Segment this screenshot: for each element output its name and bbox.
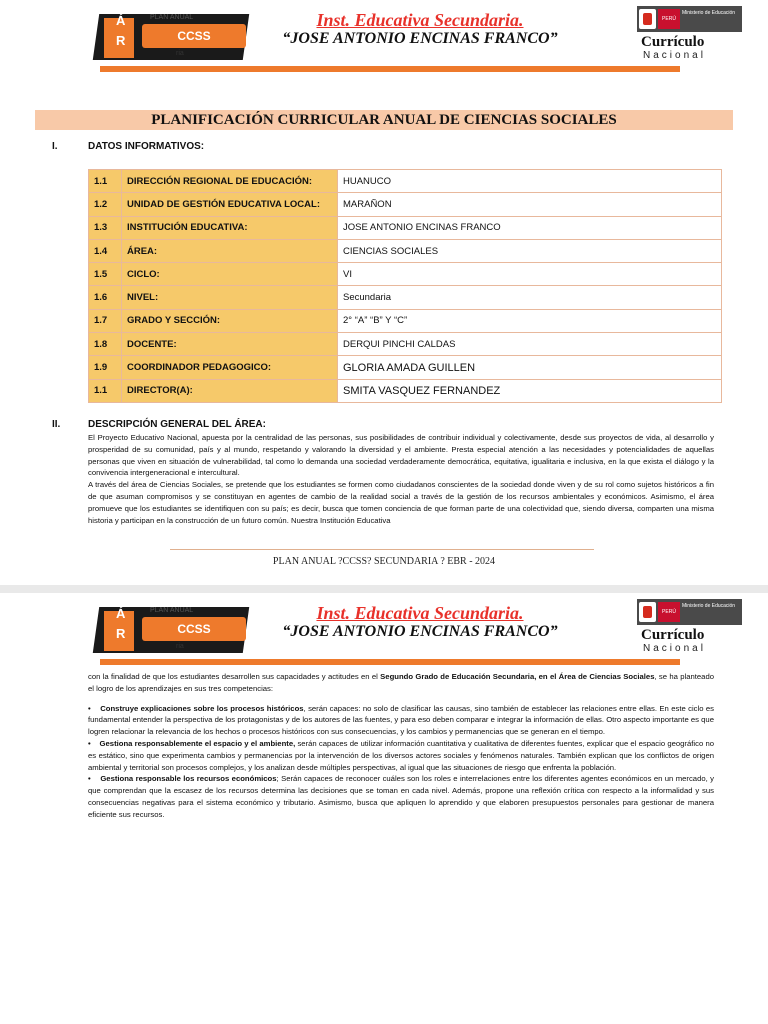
page-footer: PLAN ANUAL ?CCSS? SECUNDARIA ? EBR - 2024 [272,556,496,567]
paragraph-1: El Proyecto Educativo Nacional, apuesta por la centralidad de las personas, sus posibilidades de contribuir individual y colectivamente, desde sus proyectos de vida, al desarrollo y prosperidad de su comunidad, país y al mundo, respetando y valorando la diversidad y el ambiente. Presta especial atención a las necesidades y potencialidades de aquellas personas que viven en situación de vulnerabilidad, tal como lo demanda una sociedad verdaderamente democrática, equitativa, igualitaria e inclusiva, en la que exista el diálogo y la convivencia intergeneracional e intercultural. [88,433,714,478]
badge-small-bottom: ria [176,643,184,650]
bullet: • [88,774,91,784]
row-number: 1.1 [89,170,122,193]
badge-letter-r: R [116,33,126,48]
badge-letter-a: Á [116,13,126,28]
table-row [89,333,722,356]
badge-ccss: CCSS [142,24,246,48]
row-label: COORDINADOR PEDAGOGICO: [122,356,338,379]
curriculo-nacional-logo [637,6,742,61]
section-2-heading: DESCRIPCIÓN GENERAL DEL ÁREA: [88,419,266,430]
curriculo-nacional-logo [637,599,742,654]
logo-ministry: Ministerio de Educación [682,10,736,16]
row-value: CIENCIAS SOCIALES [338,239,722,262]
row-label: DOCENTE: [122,333,338,356]
peru-shield-icon [639,9,656,29]
row-value: SMITA VASQUEZ FERNANDEZ [338,379,722,402]
logo-subtitle: Nacional [643,643,706,654]
row-value: HUANUCO [338,170,722,193]
page-2 [0,593,768,1024]
competency-2-title: Gestiona responsablemente el espacio y el ambiente, [99,738,296,748]
section-1-number: I. [52,141,58,152]
section-1-heading: DATOS INFORMATIVOS: [88,141,205,152]
row-number: 1.1 [89,379,122,402]
section-2-number: II. [52,419,61,430]
intro-text-end: , se ha planteado el logro de los aprendizajes en sus tres competencias: [88,672,714,693]
row-label: GRADO Y SECCIÓN: [122,309,338,332]
intro-text: con la finalidad de que los estudiantes desarrollen sus capacidades y actitudes en el [88,672,381,681]
logo-peru: PERÚ [658,602,680,622]
bullet: • [88,738,91,748]
row-value: 2° “A” “B” Y “C” [338,309,722,332]
logo-peru: PERÚ [658,9,680,29]
row-value: Secundaria [338,286,722,309]
document-title: PLANIFICACIÓN CURRICULAR ANUAL DE CIENCIAS SOCIALES [35,110,733,130]
row-label: INSTITUCIÓN EDUCATIVA: [122,216,338,239]
row-number: 1.5 [89,263,122,286]
page-header [0,0,768,80]
competency-1 [88,703,714,738]
table-row [89,170,722,193]
bullet: • [88,703,91,713]
table-row [89,356,722,379]
table-row [89,309,722,332]
school-name: “JOSE ANTONIO ENCINAS FRANCO” [282,623,558,640]
table-row [89,286,722,309]
badge-letter-r: R [116,626,126,641]
row-label: ÁREA: [122,239,338,262]
competency-3-title: Gestiona responsable los recursos económicos [100,774,277,784]
school-name: “JOSE ANTONIO ENCINAS FRANCO” [282,30,558,47]
competency-2 [88,738,714,773]
institution-title: Inst. Educativa Secundaria. [316,603,524,623]
competency-3 [88,773,714,820]
table-row [89,379,722,402]
badge-small-top: PLAN ANUAL [150,607,194,614]
competency-3-text: ; Serán capaces de reconocer cuáles son los roles e interrelaciones entre los diferentes agentes económicos en un mercado, y que comprendan que la escasez de los recursos determina las decisiones que se toman en cada nivel. Además, propone una reflexión crítica con respecto a la informalidad y sus consecuencias negativas para el sistema económico y tributario. Asimismo, busca que apliquen lo aprendido y que elaboren presupuestos personales para gestionar de manera eficiente sus recursos. [88,774,715,819]
row-number: 1.9 [89,356,122,379]
header-rule [100,659,680,665]
row-value: VI [338,263,722,286]
logo-banner [637,6,742,32]
table-row [89,193,722,216]
table-row [89,239,722,262]
row-number: 1.6 [89,286,122,309]
row-label: CICLO: [122,263,338,286]
row-value: MARAÑON [338,193,722,216]
badge-small-bottom: ria [176,50,184,57]
row-label: UNIDAD DE GESTIÓN EDUCATIVA LOCAL: [122,193,338,216]
logo-subtitle: Nacional [643,50,706,61]
row-number: 1.2 [89,193,122,216]
row-number: 1.7 [89,309,122,332]
info-table [88,169,722,403]
header-rule [100,66,680,72]
competency-1-text: , serán capaces: no solo de clasificar las causas, sino también de establecer las relaciones entre ellas. En este ciclo es fundamental entender la perspectiva de los protagonistas y de los autores de las fuentes, y para eso deben comparar e integrar la información de ellas. Otro aspecto importante es que logren relacionar la relevancia de los hechos o procesos históricos con sus consecuencias, y los cambios y permanencias que se generan en el tiempo. [88,703,714,737]
competency-2-text: serán capaces de utilizar información cuantitativa y cualitativa de diferentes fuentes, explicar que el espacio geográfico no es estático, sino que experimenta cambios y permanencias por la intervención de los diversos actores sociales y fenómenos naturales. También explican que los conflictos de origen ambiental y territorial son procesos complejos, y los analizan desde múltiples perspectivas, al igual que las situaciones de riesgo que enfrenta la población. [88,738,714,772]
logo-title: Currículo [641,627,705,643]
row-label: DIRECTOR(A): [122,379,338,402]
row-label: DIRECCIÓN REGIONAL DE EDUCACIÓN: [122,170,338,193]
row-number: 1.4 [89,239,122,262]
intro-bold: Segundo Grado de Educación Secundaria, en el Área de Ciencias Sociales [380,672,655,681]
table-row [89,263,722,286]
paragraph-2: A través del área de Ciencias Sociales, se pretende que los estudiantes se formen como ciudadanos conscientes de la sociedad donde viven y de su rol como sujetos históricos a fin de que asuman compromisos y se constituyan en agentes de cambio de la realidad social a través de la gestión de los recursos ambientales y económicos. Asimismo, el área promueve que los estudiantes se identifiquen con su país; es decir, busca que tomen conciencia de que forman parte de una colectividad que, siendo diversa, comparten una misma historia y participan en la construcción de un futuro común. Nuestra Institución Educativa [88,480,714,525]
institution-title: Inst. Educativa Secundaria. [316,10,524,30]
peru-shield-icon [639,602,656,622]
row-number: 1.8 [89,333,122,356]
area-description [88,432,714,526]
badge-letter-a: Á [116,606,126,621]
row-value: JOSE ANTONIO ENCINAS FRANCO [338,216,722,239]
row-number: 1.3 [89,216,122,239]
page2-body [88,671,714,821]
row-value: GLORIA AMADA GUILLEN [338,356,722,379]
table-row [89,216,722,239]
intro-paragraph [88,671,714,695]
page-header-2 [0,593,768,673]
badge-small-top: PLAN ANUAL [150,14,194,21]
badge-ccss: CCSS [142,617,246,641]
row-value: DERQUI PINCHI CALDAS [338,333,722,356]
page-gap [0,585,768,593]
logo-ministry: Ministerio de Educación [682,603,736,609]
logo-title: Currículo [641,34,705,50]
row-label: NIVEL: [122,286,338,309]
footer-rule [170,549,594,550]
competency-1-title: Construye explicaciones sobre los procesos históricos [100,703,304,713]
logo-banner [637,599,742,625]
